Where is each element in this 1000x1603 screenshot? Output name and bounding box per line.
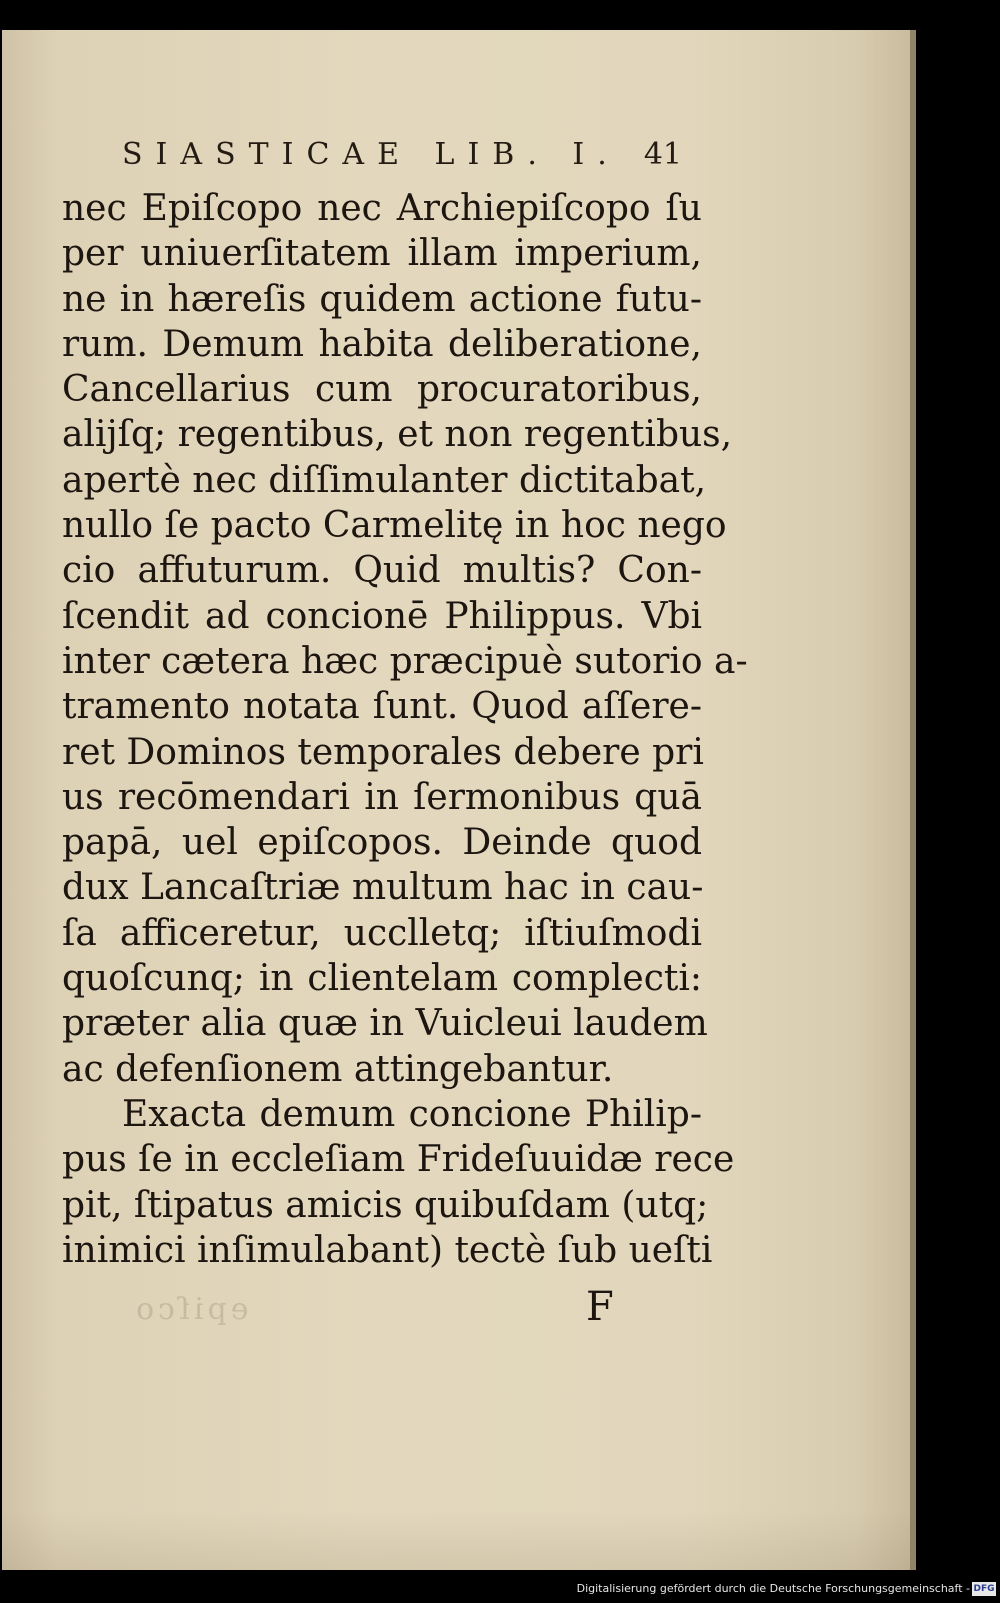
text-line: us recōmendari in ſermonibus quā	[62, 776, 702, 818]
text-line: Cancellarius cum procuratoribus,	[62, 369, 702, 411]
text-line: præter alia quæ in Vuicleui laudem	[62, 1003, 708, 1045]
text-line: quoſcunq; in clientelam complecti:	[62, 958, 702, 1000]
text-line: papā, uel epiſcopos. Deinde quod	[62, 822, 702, 864]
text-line: inimici inſimulabant) tectè ſub ueſti	[62, 1229, 713, 1271]
text-line: cio affuturum. Quid multis? Con-	[62, 550, 702, 592]
text-line: ac defenſionem attingebantur.	[62, 1048, 614, 1090]
dfg-logo-icon: DFG	[973, 1584, 995, 1594]
text-line: rum. Demum habita deliberatione,	[62, 323, 702, 365]
digitization-credit: Digitalisierung gefördert durch die Deutsche Forschungsgemeinschaft -	[576, 1582, 970, 1595]
text-line: nullo ſe pacto Carmelitę in hoc nego	[62, 505, 727, 547]
text-line: pus ſe in eccleſiam Frideſuuidæ rece	[62, 1139, 735, 1181]
text-line: inter cætera hæc præcipuè sutorio a-	[62, 640, 748, 682]
text-line: per uniuerſitatem illam imperium,	[62, 233, 702, 275]
running-head-title: SIASTICAE LIB. I.	[122, 137, 620, 172]
text-line: ne in hæreſis quidem actione futu-	[62, 278, 702, 320]
folio-number: 41	[643, 137, 682, 172]
text-line: dux Lancaſtriæ multum hac in cau-	[62, 867, 704, 909]
footer-bar	[0, 1570, 1000, 1603]
running-head	[122, 137, 682, 172]
text-line: pit, ſtipatus amicis quibuſdam (utq;	[62, 1184, 709, 1226]
text-line: tramento notata ſunt. Quod aſſere-	[62, 686, 702, 728]
text-line: Exacta demum concione Philip-	[122, 1093, 702, 1135]
book-page	[2, 30, 916, 1570]
text-line: alijſq; regentibus, et non regentibus,	[62, 414, 733, 456]
bleed-through-text: epiſco	[132, 1292, 249, 1327]
text-line: ret Dominos temporales debere pri	[62, 731, 704, 773]
text-line: apertè nec diſſimulanter dictitabat,	[62, 459, 707, 501]
signature-mark: F	[586, 1284, 614, 1330]
text-line: ſcendit ad concionē Philippus. Vbi	[62, 595, 702, 637]
text-line: nec Epiſcopo nec Archiepiſcopo ſu	[62, 188, 702, 229]
text-line: ſa afficeretur, ucclletq; iſtiuſmodi	[62, 912, 702, 954]
body-text	[62, 186, 748, 1273]
